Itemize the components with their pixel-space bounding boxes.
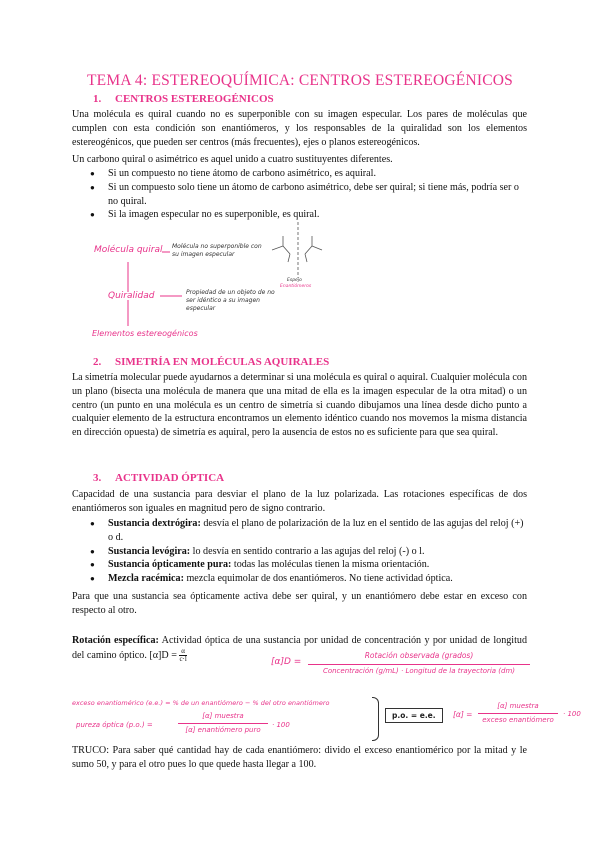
section-3-paragraph-2: Para que una sustancia sea ópticamente activa debe ser quiral, y un enantiómero debe estar en exceso con respecto al otro. (72, 591, 527, 616)
term: Sustancia ópticamente pura: (108, 559, 232, 571)
hw-optical-purity-label: pureza óptica (p.o.) = (76, 721, 153, 729)
list-item (90, 517, 528, 545)
list-item (90, 572, 528, 586)
hw-rotation-lhs: [α]D = (271, 657, 302, 667)
mirror-label: Espejo (287, 278, 302, 283)
formula-denominator: c·l (179, 654, 187, 663)
hw-fraction-bar (308, 664, 530, 665)
po-equals-ee-box: p.o. = e.e. (385, 708, 443, 723)
rotation-term: Rotación específica: (72, 635, 159, 646)
diagram-node-chiral-molecule: Molécula quiral (94, 245, 163, 255)
hw-alpha-denominator: exceso enantiómero (482, 716, 554, 724)
section-1-paragraph-2: Un carbono quiral o asimétrico es aquel unido a cuatro sustituyentes diferentes. (72, 154, 393, 165)
section-1-title: CENTROS ESTEREOGÉNICOS (115, 93, 274, 105)
hw-alpha-multiplier: · 100 (563, 710, 581, 718)
hw-enantiomeric-excess: exceso enantiomérico (e.e.) = % de un enantiómero − % del otro enantiómero (72, 699, 330, 707)
mirror-molecules (272, 222, 322, 278)
section-1-number: 1. (93, 93, 102, 105)
hw-po-multiplier: · 100 (272, 721, 290, 729)
specific-rotation-formula (149, 646, 187, 663)
list-item: ● Si un compuesto solo tiene un átomo de carbono asimétrico, debe ser quiral; si tiene más, podría ser o no quiral. (90, 181, 528, 209)
term: Mezcla racémica: (108, 573, 184, 585)
term: Sustancia dextrógira: (108, 518, 201, 529)
section-3-heading (93, 472, 224, 484)
hw-po-numerator: [α] muestra (202, 712, 244, 720)
section-3-bullets (90, 517, 528, 586)
hw-alpha-fraction-bar (478, 713, 558, 714)
diagram-node-stereogenic-elements: Elementos estereogénicos (92, 329, 198, 338)
section-3-title: ACTIVIDAD ÓPTICA (115, 472, 225, 484)
hw-po-fraction-bar (178, 723, 268, 724)
diagram-note-1: Molécula no superponible con su imagen especular (172, 243, 262, 258)
diagram-node-chirality: Quiralidad (108, 291, 155, 301)
list-item: ● Si un compuesto no tiene átomo de carbono asimétrico, es aquiral. (90, 167, 528, 181)
hw-alpha-lhs: [α] = (453, 710, 473, 719)
definition: mezcla equimolar de dos enantiómeros. No tiene actividad óptica. (183, 573, 453, 585)
list-item (90, 545, 528, 559)
rotation-definition: Actividad óptica de una sustancia por unidad de concentración y por unidad de longitud del camino óptico. (72, 635, 527, 661)
truco-paragraph: TRUCO: Para saber qué cantidad hay de cada enantiómero: divido el exceso enantiomérico por la mitad y le sumo 50, y para el otro pues lo que quede hasta llegar a 100. (72, 745, 527, 770)
bond (305, 246, 312, 254)
hw-rotation-numerator: Rotación observada (grados) (364, 651, 474, 660)
bond (272, 246, 283, 250)
formula-numerator: α (181, 646, 185, 655)
diagram-note-2: Propiedad de un objeto de no ser idéntico a su imagen especular (186, 289, 275, 312)
list-item: ● Si la imagen especular no es superponible, es quiral. (90, 208, 528, 222)
section-2-number: 2. (93, 356, 102, 368)
hw-alpha-numerator: [α] muestra (497, 702, 539, 710)
section-2-heading (93, 356, 329, 368)
term: Sustancia levógira: (108, 545, 191, 557)
formula-lhs: [α]D = (149, 649, 177, 661)
definition: desvía el plano de polarización de la luz en el sentido de las agujas del reloj (+) o d. (108, 518, 524, 543)
bond (305, 254, 307, 262)
definition: lo desvía en sentido contrario a las agujas del reloj (-) o l. (190, 545, 425, 557)
bond (312, 246, 322, 250)
section-1-paragraph: Una molécula es quiral cuando no es superponible con su imagen especular. Los pares de moléculas que cumplen con esta condición son enantiómeros, y los responsables de la quiralidad son los elementos estereogénicos, que pueden ser centros (más frecuentes), ejes o planos estereogénicos. (72, 109, 527, 148)
page-title: TEMA 4: ESTEREOQUÍMICA: CENTROS ESTEREOGÉNICOS (87, 72, 513, 89)
bond (283, 246, 290, 254)
definition: todas las moléculas tienen la misma orientación. (231, 559, 430, 571)
section-2-paragraph: La simetría molecular puede ayudarnos a determinar si una molécula es quiral o aquiral. Cualquier molécula con un plano (bisecta una molécula de manera que una mitad de ella es la imagen especular de la otra mitad) o un centro (un punto en una molécula es un centro de simetría si cuando dibujamos una línea desde dicho punto a cualquier elemento de la estructura encontramos un elemento idéntico cuando nos movemos la misma distancia en dirección opuesta) de simetría es aquiral, pero la ausencia de estos no es suficiente para que sea quiral. (72, 372, 527, 439)
hw-po-denominator: [α] enantiómero puro (185, 726, 261, 734)
formula-fraction (179, 648, 186, 663)
diagram-connectors (128, 252, 182, 326)
section-3-paragraph: Capacidad de una sustancia para desviar el plano de la luz polarizada. Las rotaciones específicas de dos enantiómeros son iguales en magnitud pero de signo contrario. (72, 489, 527, 514)
list-item (90, 558, 528, 572)
section-2-title: SIMETRÍA EN MOLÉCULAS AQUIRALES (115, 356, 330, 368)
hw-rotation-denominator: Concentración (g/mL) · Longitud de la trayectoria (dm) (322, 667, 516, 675)
bond (288, 254, 290, 262)
section-3-number: 3. (93, 472, 102, 484)
mirror-sublabel: Enantiómeros (280, 284, 312, 289)
curly-brace (372, 697, 379, 741)
